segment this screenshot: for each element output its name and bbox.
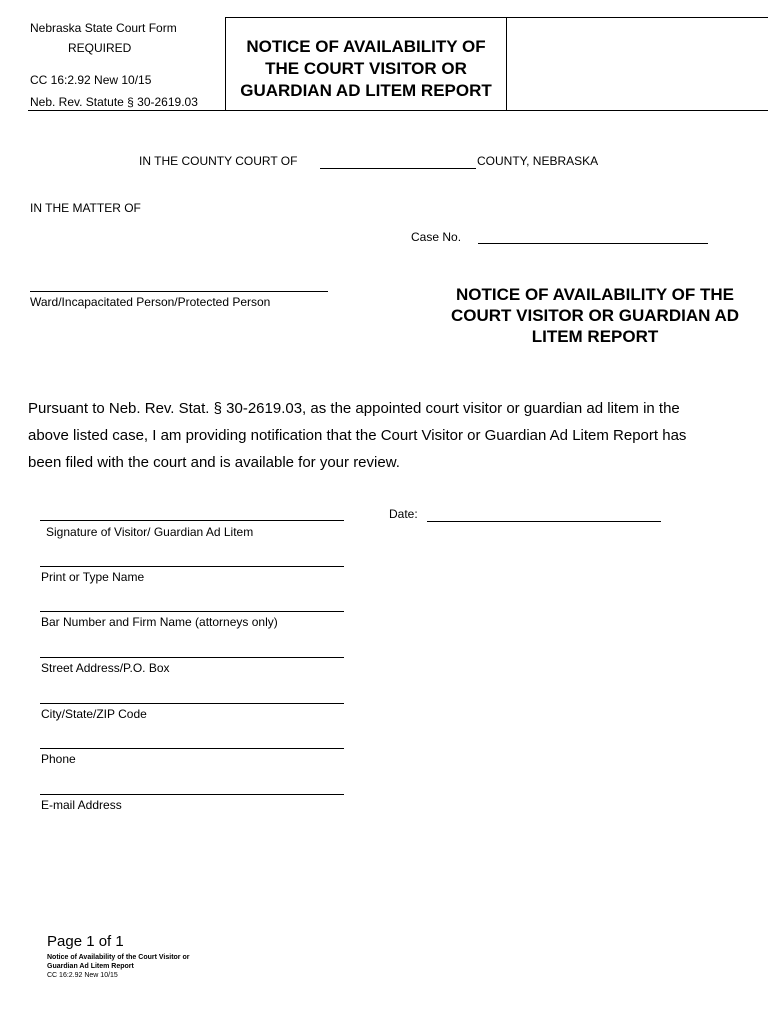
street-address-label: Street Address/P.O. Box: [41, 661, 170, 675]
print-name-label: Print or Type Name: [41, 570, 145, 584]
header-bottom-rule: [28, 110, 768, 111]
email-field[interactable]: [40, 794, 344, 795]
header-title-line: THE COURT VISITOR OR: [265, 59, 467, 78]
date-label: Date:: [389, 507, 418, 521]
city-state-zip-label: City/State/ZIP Code: [41, 707, 147, 721]
court-suffix: COUNTY, NEBRASKA: [477, 154, 599, 168]
page-number: Page 1 of 1: [47, 933, 124, 950]
signature-label: Signature of Visitor/ Guardian Ad Litem: [46, 525, 254, 539]
document-title-line: NOTICE OF AVAILABILITY OF THE: [456, 285, 734, 304]
date-field[interactable]: [427, 521, 661, 522]
header-divider-right: [506, 17, 507, 110]
footer-title: [47, 953, 189, 980]
footer-form-number: CC 16:2.92 New 10/15: [47, 972, 118, 979]
court-prefix: IN THE COUNTY COURT OF: [139, 154, 298, 168]
paragraph-line: above listed case, I am providing notification that the Court Visitor or Guardian Ad Litem Report has: [28, 427, 687, 444]
matter-label: IN THE MATTER OF: [30, 201, 141, 215]
header-top-rule: [226, 17, 768, 18]
ward-name-field[interactable]: [30, 291, 328, 292]
header-title-line: NOTICE OF AVAILABILITY OF: [246, 37, 486, 56]
header-title-line: GUARDIAN AD LITEM REPORT: [240, 81, 492, 100]
bar-number-field[interactable]: [40, 611, 344, 612]
case-no-field[interactable]: [478, 243, 708, 244]
street-address-field[interactable]: [40, 657, 344, 658]
signature-field[interactable]: [40, 520, 344, 521]
footer-title-line: Guardian Ad Litem Report: [47, 963, 134, 970]
phone-label: Phone: [41, 752, 76, 766]
form-source: Nebraska State Court Form: [30, 21, 177, 35]
ward-label: Ward/Incapacitated Person/Protected Person: [30, 295, 271, 309]
document-title: [430, 284, 760, 347]
email-label: E-mail Address: [41, 798, 122, 812]
paragraph-line: Pursuant to Neb. Rev. Stat. § 30-2619.03, as the appointed court visitor or guardian ad litem in the: [28, 400, 680, 417]
header-title: [226, 36, 506, 102]
statute-reference: Neb. Rev. Statute § 30-2619.03: [30, 95, 198, 109]
required-label: REQUIRED: [68, 41, 132, 55]
document-title-line: LITEM REPORT: [531, 327, 659, 346]
bar-number-label: Bar Number and Firm Name (attorneys only): [41, 615, 278, 629]
city-state-zip-field[interactable]: [40, 703, 344, 704]
notice-paragraph: [28, 395, 718, 476]
print-name-field[interactable]: [40, 566, 344, 567]
paragraph-line: been filed with the court and is available for your review.: [28, 454, 400, 471]
document-title-line: COURT VISITOR OR GUARDIAN AD: [450, 306, 740, 325]
footer-title-line: Notice of Availability of the Court Visitor or: [47, 954, 190, 961]
form-number: CC 16:2.92 New 10/15: [30, 73, 152, 87]
phone-field[interactable]: [40, 748, 344, 749]
county-field[interactable]: [320, 168, 476, 169]
case-no-label: Case No.: [411, 230, 462, 244]
